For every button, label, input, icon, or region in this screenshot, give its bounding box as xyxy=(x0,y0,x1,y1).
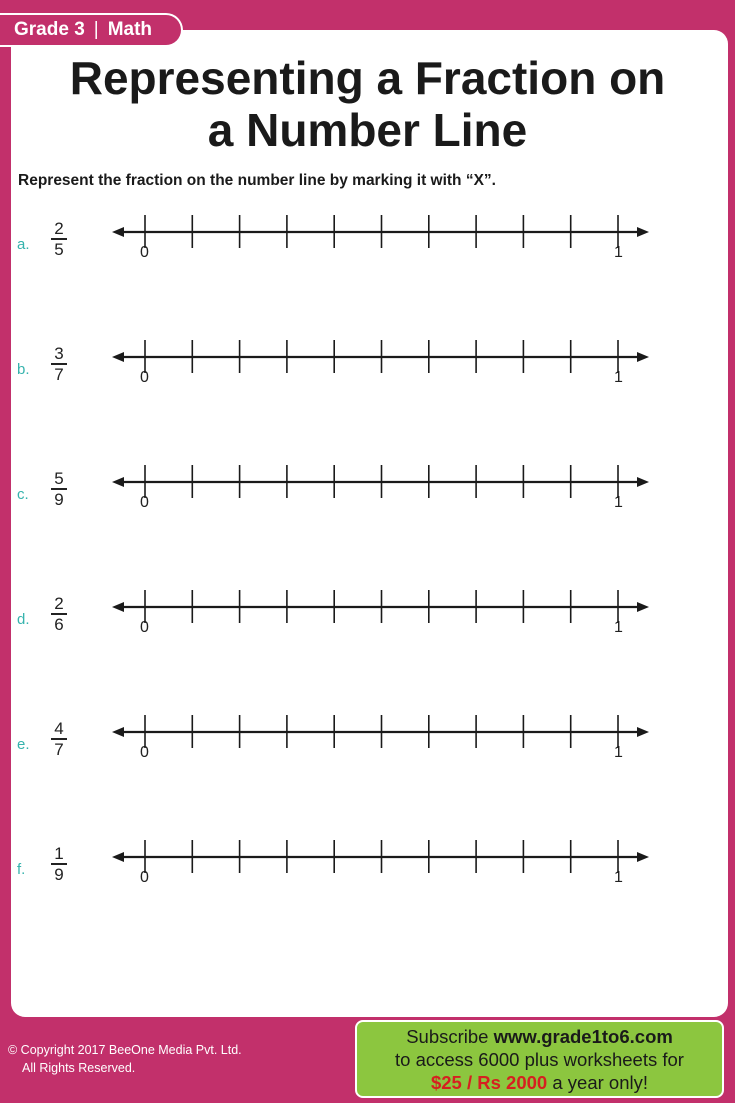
problem-label: f. xyxy=(17,861,26,878)
fraction-numerator: 3 xyxy=(54,344,64,363)
arrow-left-icon xyxy=(112,227,124,237)
fraction xyxy=(50,719,68,759)
title-line-2: a Number Line xyxy=(207,104,528,156)
fraction-denominator: 9 xyxy=(54,489,64,509)
number-line-start-label: 0 xyxy=(140,369,149,386)
copyright-notice xyxy=(8,1041,242,1077)
grade-label: Grade 3 xyxy=(14,19,85,40)
number-line-end-label: 1 xyxy=(614,869,623,886)
instruction-text: Represent the fraction on the number line by marking it with “X”. xyxy=(18,172,496,189)
promo-suffix: a year only! xyxy=(547,1072,648,1093)
fraction-denominator: 6 xyxy=(54,614,64,634)
fraction-denominator: 9 xyxy=(54,864,64,884)
arrow-left-icon xyxy=(112,852,124,862)
problem-label: b. xyxy=(17,361,30,378)
problem-label: c. xyxy=(17,486,29,503)
number-line-start-label: 0 xyxy=(140,619,149,636)
page-title xyxy=(0,52,735,156)
arrow-left-icon xyxy=(112,477,124,487)
fraction xyxy=(50,219,68,259)
grade-subject-tab xyxy=(0,13,183,47)
arrow-right-icon xyxy=(637,227,649,237)
subject-label: Math xyxy=(107,19,153,40)
number-line-end-label: 1 xyxy=(614,494,623,511)
tab-separator: | xyxy=(93,19,99,40)
arrow-left-icon xyxy=(112,602,124,612)
promo-url-link[interactable]: www.grade1to6.com xyxy=(493,1026,673,1047)
fraction-denominator: 7 xyxy=(54,739,64,759)
arrow-left-icon xyxy=(112,727,124,737)
number-line[interactable] xyxy=(108,589,653,647)
number-line-start-label: 0 xyxy=(140,244,149,261)
promo-line-1 xyxy=(357,1025,722,1048)
arrow-right-icon xyxy=(637,602,649,612)
problem-e xyxy=(0,719,735,804)
fraction-denominator: 7 xyxy=(54,364,64,384)
arrow-right-icon xyxy=(637,477,649,487)
number-line-start-label: 0 xyxy=(140,494,149,511)
problem-label: a. xyxy=(17,236,30,253)
number-line[interactable] xyxy=(108,464,653,522)
title-line-1: Representing a Fraction on xyxy=(69,52,666,104)
number-line-start-label: 0 xyxy=(140,744,149,761)
number-line-end-label: 1 xyxy=(614,244,623,261)
fraction-numerator: 4 xyxy=(54,719,64,738)
fraction xyxy=(50,344,68,384)
number-line[interactable] xyxy=(108,839,653,897)
number-line-end-label: 1 xyxy=(614,619,623,636)
fraction-numerator: 2 xyxy=(54,594,64,613)
arrow-left-icon xyxy=(112,352,124,362)
arrow-right-icon xyxy=(637,352,649,362)
problem-label: e. xyxy=(17,736,30,753)
number-line-start-label: 0 xyxy=(140,869,149,886)
fraction-numerator: 5 xyxy=(54,469,64,488)
subscribe-banner[interactable] xyxy=(355,1020,724,1098)
promo-price: $25 / Rs 2000 xyxy=(430,1072,548,1093)
problem-b xyxy=(0,344,735,429)
promo-line-2: to access 6000 plus worksheets for xyxy=(395,1049,684,1070)
fraction-numerator: 1 xyxy=(54,844,64,863)
fraction-numerator: 2 xyxy=(54,219,64,238)
fraction-denominator: 5 xyxy=(54,239,64,259)
problem-d xyxy=(0,594,735,679)
copyright-line-2: All Rights Reserved. xyxy=(22,1061,136,1075)
number-line[interactable] xyxy=(108,714,653,772)
promo-line-3 xyxy=(357,1071,722,1094)
problem-a xyxy=(0,219,735,304)
problem-f xyxy=(0,844,735,929)
arrow-right-icon xyxy=(637,852,649,862)
fraction xyxy=(50,844,68,884)
number-line[interactable] xyxy=(108,214,653,272)
number-line-end-label: 1 xyxy=(614,744,623,761)
fraction xyxy=(50,594,68,634)
problem-c xyxy=(0,469,735,554)
fraction xyxy=(50,469,68,509)
number-line-end-label: 1 xyxy=(614,369,623,386)
promo-subscribe-text: Subscribe xyxy=(406,1026,494,1047)
arrow-right-icon xyxy=(637,727,649,737)
number-line[interactable] xyxy=(108,339,653,397)
copyright-line-1: © Copyright 2017 BeeOne Media Pvt. Ltd. xyxy=(8,1043,242,1057)
problem-label: d. xyxy=(17,611,30,628)
